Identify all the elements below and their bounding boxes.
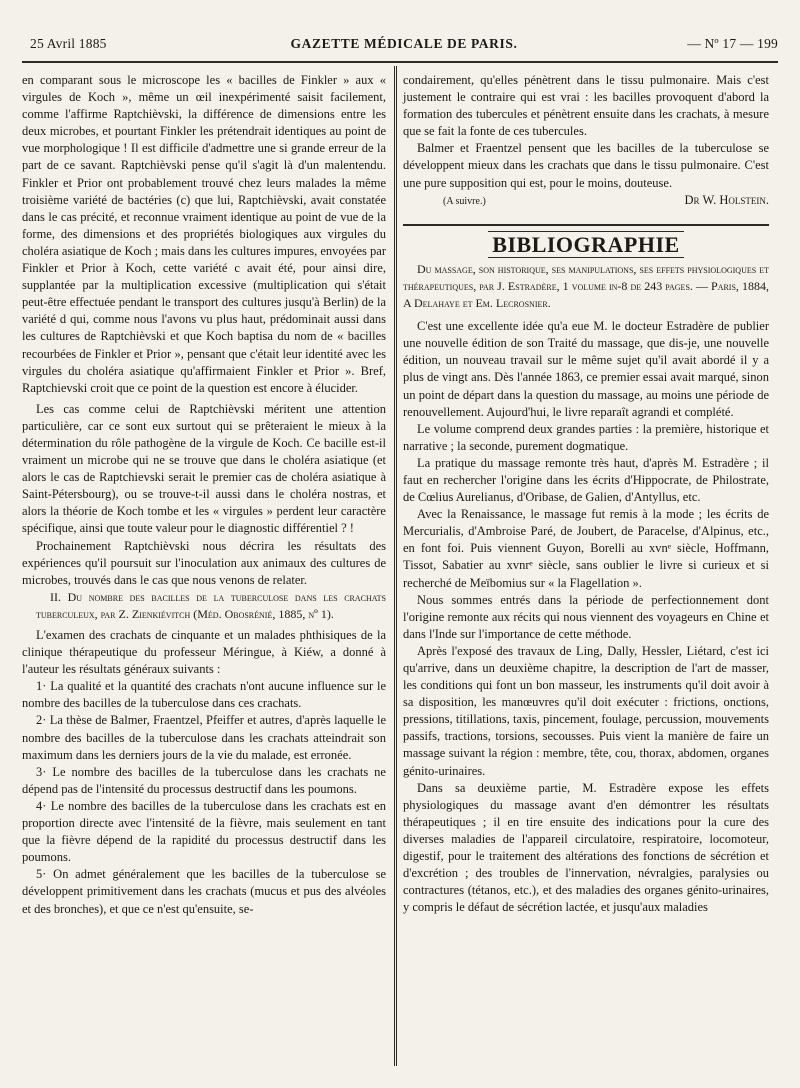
paragraph: C'est une excellente idée qu'a eue M. le docteur Estradère de publier une nouvelle édition de son Traité du massage, que dis-je, une nouvelle édition, un nouveau travail sur le même sujet qu'il avait abordé il y a plus de vingt ans. Dès l'année 1863, ce premier essai avait marqué, sinon un point de départ dans la question du massage, au moins une période de renouvellement. Aujourd'hui, le livre reparaît agrandi et complété. xyxy=(403,319,769,419)
paragraph: Après l'exposé des travaux de Ling, Dally, Hessler, Liétard, c'est ici qu'arrive, dans un deuxième chapitre, la description de l'art de masser, les conditions qui font un bon masseur, les instruments qu'il doit avoir à sa disposition, les manœuvres qu'il doit exécuter : frictions, onctions, pressions, titillations, taxis, pincement, foulage, percussion, mouvements passifs, tractions, torsions, secousses. Puis vient la manière de faire un massage suivant la région : membre, tête, cou, thorax, abdomen, organes génito-urinaires. xyxy=(403,643,769,778)
section-heading: II. Du nombre des bacilles de la tuberculose dans les crachats tuberculeux, par Z. Zienkiévitch (Méd. Obosrénié, 1885, nº 1). xyxy=(36,589,386,621)
to-be-continued: (A suivre.) xyxy=(443,195,486,207)
journal-title: GAZETTE MÉDICALE DE PARIS. xyxy=(290,36,518,51)
paragraph: Balmer et Fraentzel pensent que les bacilles de la tuberculose se développent mieux dans les crachats que dans le tissu pulmonaire. C'est une pure supposition qui est, pour le moins, douteuse. xyxy=(403,141,769,190)
author-signature: Dr W. Holstein. xyxy=(684,192,769,207)
signature-line xyxy=(403,192,769,210)
header-rule xyxy=(22,61,778,63)
paragraph: Prochainement Raptchièvski nous décrira les résultats des expériences qu'il poursuit sur l'inoculation aux animaux des cultures de microbes, trouvés dans le cas que nous venons de relater. xyxy=(22,538,386,587)
list-item: 1· La qualité et la quantité des crachats n'ont aucune influence sur le nombre des bacilles de la tuberculose dans ces crachats. xyxy=(22,679,386,711)
issue-page-number: — Nº 17 — 199 xyxy=(687,36,778,51)
paragraph: La pratique du massage remonte très haut, d'après M. Estradère ; il faut en rechercher l'origine dans les écrits d'Hippocrate, de Philostrate, de Cœlius Aurelianus, d'Oribase, de Galien, d'Antyllus, etc. xyxy=(403,455,769,505)
bibliography-heading xyxy=(403,231,769,257)
book-reference: Du massage, son historique, ses manipulations, ses effets physiologiques et thérapeutiques, par J. Estradère, 1 volume in-8 de 243 pages. — Paris, 1884, A Delahaye et Em. Lecrosnier. xyxy=(403,261,769,311)
page-header xyxy=(30,36,778,56)
paragraph: condairement, qu'elles pénètrent dans le tissu pulmonaire. Mais c'est justement le contraire qui est vrai : les bacilles provoquent d'abord la formation des tubercules et pénètrent ensuite dans les crachats, à mesure que se fait la fonte de ces tubercules. xyxy=(403,73,769,139)
paragraph: en comparant sous le microscope les « bacilles de Finkler » aux « virgules de Koch », même un œil inexpérimenté saisit facilement, comme l'affirme Raptchièvski, la différence de dimensions entre les deux microbes, et pourtant Finkler les prétendrait identiques au point de vue morphologique ! Il est difficile d'admettre une si grande erreur de la part de ce savant. Raptchièvski pense qu'il s'agit là d'un malentendu. Finkler et Prior ont probablement trouvé chez leurs malades la même troisième variété de bactéries (c) que lui, Raptchièvski, avait constatée dans le cas précité, et reconnue vraiment identique au point de vue de la forme, des dimensions et des propriétés biologiques aux virgules du choléra asiatique de Koch ; mais dans les cultures impures, envoyées par Finkler et Prior à Koch, cette variété c avait été, pour ainsi dire, supplantée par la multiplication excessive (multiplication qui s'était peut-être effectuée pendant le transport des cultures jusqu'à Berlin) de la variété d qui, comme nous l'avons vu plus haut, prédominait aussi dans les cultures de Raptchièvski et que Koch baptisa du nom de « bacilles recourbées de Finkler et Prior », pensant que c'était leur identité avec les virgules du choléra asiatique qu'affirmaient Finkler et Prior ». Bref, Raptchievski croit que ce point de la question est encore à élucider. xyxy=(22,73,386,395)
paragraph: Dans sa deuxième partie, M. Estradère expose les effets physiologiques du massage avant d'en démontrer les résultats thérapeutiques ; il en tire ensuite des indications pour la cure des diverses maladies de l'appareil circulatoire, respiratoire, locomoteur, digestif, pour le traitement des altérations des fonctions de sécrétion et d'excrétion ; des troubles de l'innervation, névralgies, paralysies ou contractures (tétanos, etc.), et des maladies des organes génito-urinaires, y compris le défaut de sécrétion lactée, et jusqu'aux maladies xyxy=(403,780,769,915)
column-divider xyxy=(394,66,397,1066)
paragraph: Avec la Renaissance, le massage fut remis à la mode ; les écrits de Mercurialis, d'Ambroise Paré, de Joubert, de Paracelse, d'Alpinus, etc., en font foi. Puis viennent Guyon, Borelli au xvnᵉ siècle, Hoffmann, Tissot, Sabatier au xvnrᵉ siècle, sans oublier le livre si curieux et si recherché de Meïbomius sur « la Flagellation ». xyxy=(403,507,769,590)
issue-date: 25 Avril 1885 xyxy=(30,36,107,51)
list-item: 3· Le nombre des bacilles de la tuberculose dans les crachats ne dépend pas de l'intensité du processus destructif dans les poumons. xyxy=(22,764,386,796)
paragraph: Le volume comprend deux grandes parties : la première, historique et narrative ; la seconde, purement dogmatique. xyxy=(403,421,769,453)
section-rule xyxy=(403,224,769,226)
paragraph: L'examen des crachats de cinquante et un malades phthisiques de la clinique thérapeutique du professeur Méringue, à Kiéw, a donné à l'auteur les résultats généraux suivants : xyxy=(22,628,386,677)
bibliography-title: BIBLIOGRAPHIE xyxy=(488,231,683,258)
right-column xyxy=(403,72,769,916)
list-item: 2· La thèse de Balmer, Fraentzel, Pfeiffer et autres, d'après laquelle le nombre des bacilles de la tuberculose dans les crachats atteindrait son maximum dans les derniers jours de la vie du malade, est erronée. xyxy=(22,713,386,762)
paragraph: Nous sommes entrés dans la période de perfectionnement dont l'origine remonte aux récits qui nous viennent des voyageurs en Chine et dans l'Inde sur l'importance de cette méthode. xyxy=(403,592,769,641)
paragraph: Les cas comme celui de Raptchièvski méritent une attention particulière, car ce sont eux surtout qui se prêteraient le mieux à la détermination du rôle pathogène de la virgule de Koch. Ce bacille est-il vraiment un microbe qui ne se trouve que dans le choléra asiatique (et alors le cas de Raptchievski serait le premier cas de choléra asiatique à Saint-Pétersbourg), ou se trouve-t-il aussi dans le choléra nostras, et alors la théorie de Koch tombe et les « virgules » perdent leur caractère spécifique, ainsi que toute valeur pour le diagnostic différentiel ? ! xyxy=(22,401,386,536)
left-column xyxy=(22,72,386,918)
list-item: 5· On admet généralement que les bacilles de la tuberculose se développent primitivement dans les crachats (mucus et pus des alvéoles et des bronches), et que ce n'est qu'ensuite, se- xyxy=(22,867,386,916)
list-item: 4· Le nombre des bacilles de la tuberculose dans les crachats est en proportion directe avec l'intensité de la fièvre, mais seulement en tant que la fièvre dépend de la rapidité du processus destructif dans les poumons. xyxy=(22,798,386,865)
